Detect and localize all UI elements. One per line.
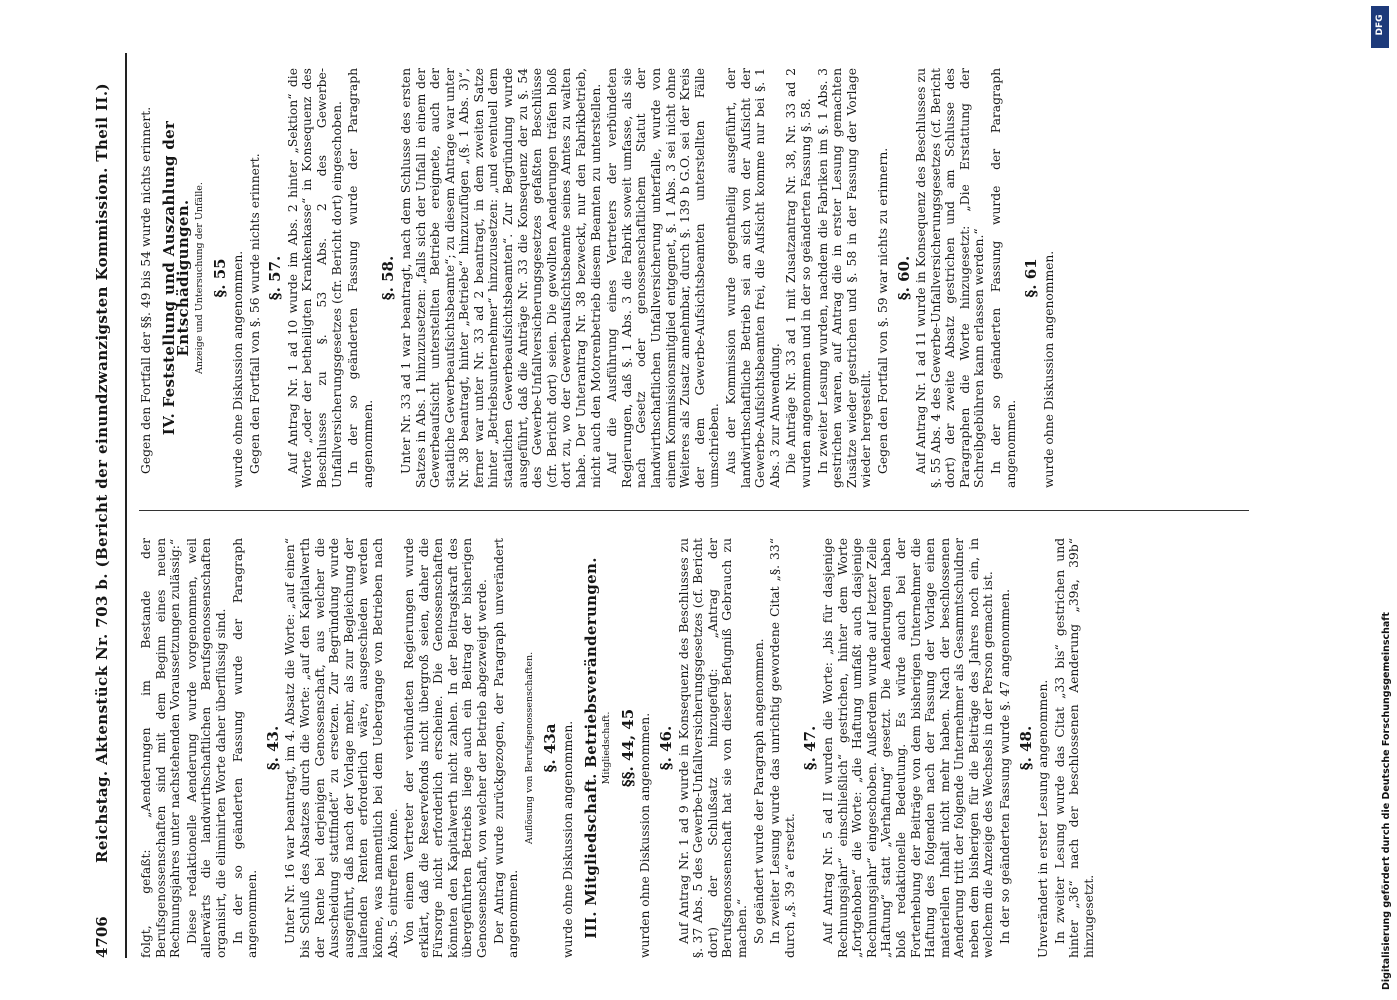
paragraph: Die Anträge Nr. 33 ad 1 mit Zusatzantrag Nr. 38, Nr. 33 ad 2 wurden angenommen und in der so geänderten Fassung §. 58.	[784, 68, 813, 488]
section-heading: §. 47.	[801, 725, 820, 771]
paragraph: Auf Antrag Nr. 1 ad 9 wurde in Konsequenz des Beschlusses zu §. 37 Abs. 5 des Gewerbe-Unfallversicherungsgesetzes (cf. Bericht dort) der Schlußsatz hinzugefügt: „Antrag der Berufsgenossenschaft hat sie von dieser Befugniß Gebrauch zu machen.“	[676, 538, 749, 958]
paragraph: Gegen den Fortfall von §. 59 war nichts zu erinnern.	[875, 147, 890, 474]
paragraph: Gegen den Fortfall von §. 56 wurde nichts erinnert.	[247, 153, 262, 474]
paragraph: Auf die Ausführung eines Vertreters der verbündeten Regierungen, daß §. 1 Abs. 3 die Fabrik soweit umfasse, als sie nach Gesetz oder genossenschaftlichem Statut der landwirthschaftlichen Unfallversicherung unterfalle, wurde von einem Kommissionsmitglied entgegnet, §. 1 Abs. 3 sei nicht ohne Weiteres als Zusatz annehmbar, durch §. 139 b G.O. sei der Kreis der dem Gewerbe-Aufsichtsbeamten unterstellten Fälle umschrieben.	[605, 68, 722, 488]
subheading: Mitgliedschaft.	[601, 711, 613, 785]
section-heading: §. 55	[211, 258, 230, 298]
paragraph: In der so geänderten Fassung wurde der Paragraph angenommen.	[230, 538, 260, 958]
subheading: Anzeige und Untersuchung der Unfälle.	[193, 182, 205, 374]
right-column	[139, 68, 1259, 488]
paragraph: Auf Antrag Nr. 5 ad II wurden die Worte: „bis für dasjenige Rechnungsjahr“ einschließlich“ gestrichen, hinter dem Worte „fortgehoben“ die Worte: „die Haftung umfaßt auch dasjenige Rechnungsjahr“ eingeschoben. Außerdem wurde auf letzter Zeile „Haftung“ statt „Verhaftung“ gesetzt. Die Aenderungen haben bloß redaktionelle Bedeutung. Es würde auch bei der Forterhebung der Beiträge von dem bisherigen Unternehmer die Haftung des folgenden nach der Fassung der Vorlage einen materiellen Inhalt nicht mehr haben. Nach der beschlossenen Aenderung tritt der folgende Unternehmer als Gesammtschuldner neben dem bisherigen für die Beiträge des Jahres noch ein, in welchem die Anzeige des Wechsels in der Person gemacht ist.	[820, 538, 996, 958]
section-heading: §. 46.	[657, 725, 675, 771]
rotated-page-content	[83, 53, 1268, 958]
section-heading: §§. 44, 45	[618, 708, 637, 788]
paragraph: In zweiter Lesung wurden, nachdem die Fabriken im §. 1 Abs. 3 gestrichen waren, auf Antrag die in erster Lesung gemachten Zusätze wieder gestrichen und §. 58 in der Fassung der Vorlage wieder hergestellt.	[815, 68, 874, 488]
paragraph: In zweiter Lesung wurde das unrichtig gewordene Citat „§. 33“ durch „§. 39 a“ ersetzt.	[768, 538, 797, 958]
left-column	[139, 538, 1259, 958]
dfg-logo-text: DFG	[1375, 14, 1385, 36]
chapter-heading: IV. Feststellung und Auszahlung der Entschädigungen.	[159, 120, 193, 436]
section-heading: §. 60.	[894, 255, 913, 301]
paragraph: Unter Nr. 16 war beantragt, im 4. Absatz die Worte: „auf einen“ bis Schluß des Absatzes durch die Worte: „auf den Kapitalwerth der Rente bei derjenigen Genossenschaft, aus welcher die Ausscheidung stattfindet“ zu ersetzen. Zur Begründung wurde ausgeführt, daß nach der Vorlage mehr, als zur Begleichung der laufenden Renten erforderlich wäre, ausgeschieden werden könne, was namentlich bei dem Uebergange von Betrieben nach Abs. 5 eintreffen könne.	[283, 538, 400, 958]
page-number: 4706	[93, 916, 111, 958]
paragraph: Unter Nr. 33 ad 1 war beantragt, nach dem Schlusse des ersten Satzes in Abs. 1 hinzuzusetzen: „falls sich der Unfall in einem der Gewerbeaufsicht unterstellten Betriebe ereignete, auch der staatliche Gewerbeaufsichtsbeamte“; zu diesem Antrage war unter Nr. 38 beantragt, hinter „Betriebe“ hinzuzufügen „(§. 1 Abs. 3)“, ferner war unter Nr. 33 ad 2 beantragt, in dem zweiten Satze hinter „Betriebsunternehmer“ hinzuzusetzen: „und eventuell dem staatlichen Gewerbeaufsichtsbeamten“. Zur Begründung wurde ausgeführt, daß die Anträge Nr. 33 die Konsequenz der zu §. 54 des Gewerbe-Unfallversicherungsgesetzes gefaßten Beschlüsse (cfr. Bericht dort) seien. Die gewollten Aenderungen träfen bloß dort zu, wo der Gewerbeaufsichtsbeamte seines Amtes zu walten habe. Der Unterantrag Nr. 38 bezweckt, nur den Fabrikbetrieb, nicht auch den Motorenbetrieb diesem Beamten zu unterstellen.	[398, 68, 603, 488]
paragraph: wurden ohne Diskussion angenommen.	[638, 712, 653, 958]
paragraph: Diese redaktionelle Aenderung wurde vorgenommen, weil allerwärts die landwirthschaftlichen Berufsgenossenschaften organisirt, die eliminirten Worte daher überflüssig sind.	[184, 538, 228, 958]
section-heading: §. 48.	[1016, 725, 1035, 771]
paragraph: In der so geänderten Fassung wurde §. 47 angenommen.	[998, 588, 1013, 944]
paragraph: Unverändert in erster Lesung angenommen.	[1036, 679, 1051, 958]
chapter-heading: III. Mitgliedschaft. Betriebsveränderungen.	[581, 557, 600, 939]
paragraph: In der so geänderten Fassung wurde der Paragraph angenommen.	[346, 68, 375, 488]
paragraph: Auf Antrag Nr. 1 ad 10 wurde im Abs. 2 hinter „Sektion“ die Worte „oder der betheiligten Krankenkasse“ in Konsequenz des Beschlusses zu §. 53 Abs. 2 des Gewerbe-Unfallversicherungsgesetzes (cfr. Bericht dort) eingeschoben.	[285, 68, 344, 488]
running-header	[83, 53, 127, 958]
column-divider	[139, 510, 1249, 511]
paragraph: Gegen den Fortfall der §§. 49 bis 54 wurde nichts erinnert.	[139, 106, 153, 474]
section-heading: §. 61	[1022, 258, 1041, 298]
section-heading: §. 58.	[379, 255, 398, 301]
section-heading: §. 43a	[541, 723, 560, 773]
paragraph: folgt, gefaßt: „Aenderungen im Bestande der Berufsgenossenschaften sind mit dem Beginn eines neuen Rechnungsjahres unter nachstehenden Voraussetzungen zulässig:“	[139, 538, 183, 958]
dfg-logo	[1371, 6, 1389, 48]
paragraph: wurde ohne Diskussion angenommen.	[1041, 250, 1056, 488]
paragraph: Der Antrag wurde zurückgezogen, der Paragraph unverändert angenommen.	[491, 538, 521, 958]
paragraph: Auf Antrag Nr. 1 ad 11 wurde in Konsequenz des Beschlusses zu §. 55 Abs. 4 des Gewerbe-Unfallversicherungsgesetzes (cf. Bericht dort) der zweite Absatz gestrichen und am Schlusse des Paragraphen die Worte hinzugesetzt: „Die Erstattung der Schreibgebühren kann erlassen werden.“	[914, 68, 987, 488]
paragraph: In zweiter Lesung wurde das Citat „33 bis“ gestrichen und hinter „36“ nach der beschlossenen Aenderung „39a, 39b“ hinzugesetzt.	[1052, 538, 1097, 958]
section-heading: §. 57.	[266, 255, 285, 301]
paragraph: So geändert wurde der Paragraph angenommen.	[751, 638, 766, 944]
paragraph: wurde ohne Diskussion angenommen.	[230, 250, 245, 488]
digitization-credit: Digitalisierung gefördert durch die Deutsche Forschungsgemeinschaft	[1381, 612, 1392, 990]
paragraph: wurde ohne Diskussion angenommen.	[561, 720, 576, 958]
paragraph: In der so geänderten Fassung wurde der Paragraph angenommen.	[989, 68, 1018, 488]
header-title: Reichstag. Aktenstück Nr. 703 b. (Bericht der einundzwanzigsten Kommission. Theil II.)	[93, 83, 111, 863]
section-heading: §. 43.	[263, 725, 282, 771]
paragraph: Von einem Vertreter der verbündeten Regierungen wurde erklärt, daß die Reservefonds nicht übergroß seien, daher die Fürsorge nicht erforderlich erscheine. Die Genossenschaften könnten den Kapitalwerth nicht zahlen. In der Beitragskraft des übergeführten Betriebs liege auch ein Beitrag der bisherigen Genossenschaft, von welcher der Betrieb abgezweigt werde.	[402, 538, 490, 958]
subheading: Auflösung von Berufsgenossenschaften.	[523, 651, 535, 845]
paragraph: Aus der Kommission wurde gegentheilig ausgeführt, der landwirthschaftliche Betrieb sei an sich von der Aufsicht der Gewerbe-Aufsichtsbeamten frei, die Aufsicht komme nur bei §. 1 Abs. 3 zur Anwendung.	[723, 68, 782, 488]
